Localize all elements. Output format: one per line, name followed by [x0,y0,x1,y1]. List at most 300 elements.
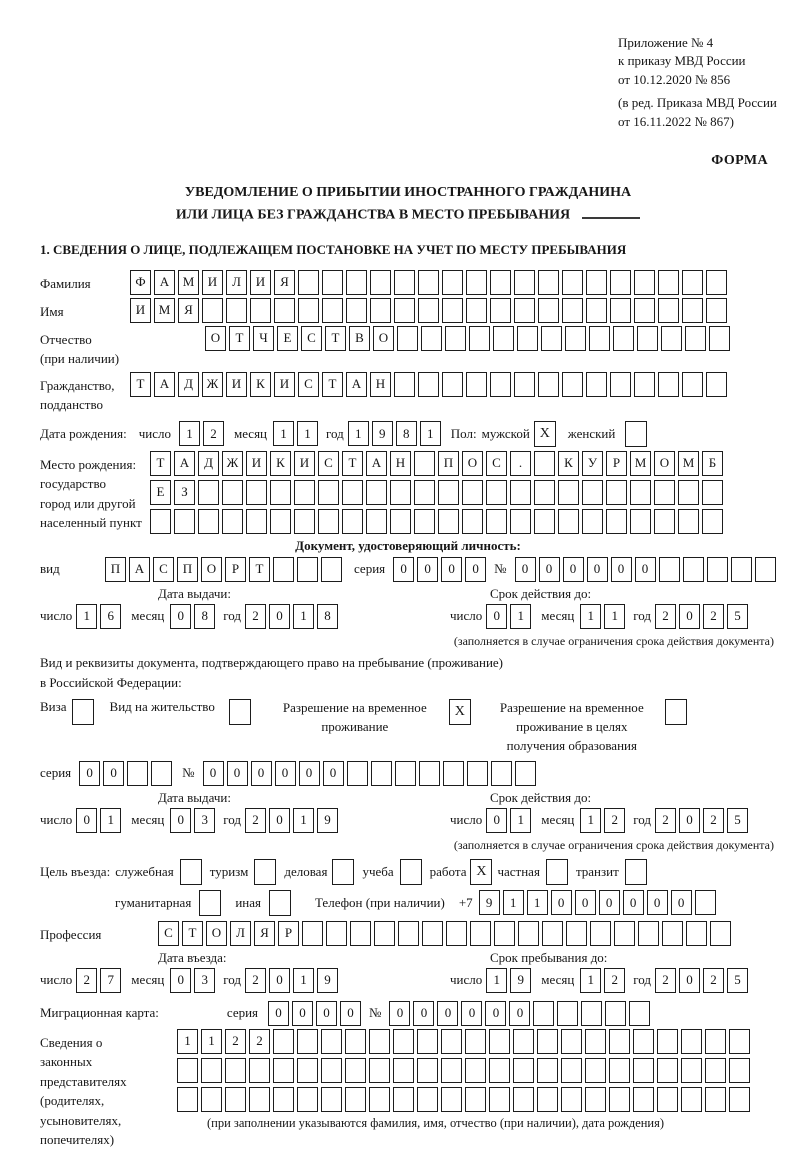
char-box [637,326,658,351]
char-box [513,1087,534,1112]
char-box: 0 [79,761,100,786]
representatives-boxes [177,1029,750,1131]
day-label: число [450,972,483,988]
char-box [202,298,223,323]
char-box: Ф [130,270,151,295]
char-box: К [558,451,579,476]
valid-until-header: Срок действия до: [490,789,592,805]
residence-doc-series-row [40,761,776,786]
char-box [374,921,395,946]
purpose-official-label: служебная [115,863,174,879]
option-temp-residence-label-line2: проживание [321,719,389,735]
doc-kind-boxes [105,557,342,582]
char-box [729,1029,750,1054]
char-box [417,1029,438,1054]
year-label: год [223,608,242,624]
char-box [634,270,655,295]
char-box [606,480,627,505]
char-box [371,761,392,786]
issue-month-boxes [170,604,215,629]
char-box [515,761,536,786]
char-box [565,326,586,351]
char-box [222,509,243,534]
char-box: 0 [539,557,560,582]
representatives-label-line4: (родителях, [40,1093,105,1109]
char-box: 2 [245,968,266,993]
char-box: 5 [727,808,748,833]
char-box [510,509,531,534]
surname-row [40,270,776,295]
char-box [755,557,776,582]
issue-day-boxes [76,604,121,629]
birth-place-block [40,451,776,534]
option-education-label-line1: Разрешение на временное [499,700,644,716]
month-label: месяц [541,812,575,828]
char-box [418,298,439,323]
char-box [298,270,319,295]
purpose-work-checkbox: X [470,859,492,885]
form-title [40,182,776,225]
char-box [369,1029,390,1054]
char-box [681,1087,702,1112]
char-box: 2 [604,968,625,993]
year-label: год [633,608,652,624]
doc-number-boxes [515,557,776,582]
char-box: 2 [76,968,97,993]
year-label: год [223,812,242,828]
char-box [491,761,512,786]
entry-day-boxes [76,968,121,993]
migration-number-label: № [369,1005,382,1021]
char-box [561,1029,582,1054]
char-box [414,451,435,476]
char-box [417,1087,438,1112]
profession-boxes [158,921,731,946]
stay-day-boxes [486,968,531,993]
char-box [609,1087,630,1112]
char-box: С [486,451,507,476]
char-box [541,326,562,351]
char-box [346,298,367,323]
char-box [270,509,291,534]
sex-male-checkbox: X [534,421,556,447]
char-box: 9 [510,968,531,993]
char-box [470,921,491,946]
char-box: И [202,270,223,295]
char-box [226,298,247,323]
birth-place-row3 [150,509,723,534]
char-box [705,1029,726,1054]
char-box [682,270,703,295]
char-box: 2 [703,604,724,629]
char-box: 1 [273,421,294,446]
char-box [489,1087,510,1112]
char-box: 1 [510,604,531,629]
char-box: Ч [253,326,274,351]
char-box [614,921,635,946]
char-box: 0 [485,1001,506,1026]
entry-stay-dates [40,968,776,996]
char-box [465,1087,486,1112]
char-box [630,480,651,505]
char-box: 2 [225,1029,246,1054]
identity-doc-dates [40,604,776,632]
char-box [657,1058,678,1083]
char-box [709,326,730,351]
char-box [225,1087,246,1112]
char-box [513,1029,534,1054]
char-box: 1 [177,1029,198,1054]
char-box [731,557,752,582]
char-box: 5 [727,968,748,993]
char-box [489,1058,510,1083]
char-box [418,372,439,397]
char-box [273,1029,294,1054]
char-box [606,509,627,534]
char-box [390,480,411,505]
visit-purpose-label: Цель въезда: [40,863,111,879]
birth-place-boxes [150,451,723,534]
citizenship-label-line2: подданство [40,397,104,413]
entry-month-boxes [170,968,215,993]
char-box [582,509,603,534]
month-label: месяц [541,972,575,988]
char-box: 0 [299,761,320,786]
char-box: В [349,326,370,351]
birth-day-label: число [138,425,171,441]
char-box [465,1058,486,1083]
birth-year-boxes [348,421,441,446]
char-box: 2 [604,808,625,833]
purpose-business-checkbox [332,859,354,885]
option-residence-permit-label: Вид на жительство [109,699,215,715]
char-box: А [154,372,175,397]
char-box [326,921,347,946]
char-box: 9 [479,890,500,915]
char-box: 0 [170,604,191,629]
char-box [390,509,411,534]
char-box [633,1087,654,1112]
char-box: 1 [297,421,318,446]
char-box: 0 [671,890,692,915]
char-box: Л [226,270,247,295]
char-box [705,1058,726,1083]
purpose-private-label: частная [497,863,540,879]
char-box [270,480,291,505]
entry-date [40,968,338,993]
option-temp-residence-education-checkbox [665,699,687,725]
residence-valid-year-boxes [655,808,748,833]
stay-year-boxes [655,968,748,993]
amendment-line-2: от 16.11.2022 № 867) [618,113,735,129]
char-box: С [318,451,339,476]
char-box [345,1029,366,1054]
char-box: 0 [441,557,462,582]
given-name-row [40,298,776,323]
purpose-study-label: учеба [362,863,394,879]
char-box: М [178,270,199,295]
month-label: месяц [131,972,165,988]
char-box: П [438,451,459,476]
char-box [486,480,507,505]
char-box: М [154,298,175,323]
char-box [513,1058,534,1083]
char-box [395,761,416,786]
char-box: 2 [703,808,724,833]
char-box: 0 [268,1001,289,1026]
option-education-label-line2: проживание в целях [516,719,628,735]
doc-number-label: № [494,561,507,577]
char-box [561,1058,582,1083]
char-box: С [301,326,322,351]
stay-until-header: Срок пребывания до: [490,949,608,965]
char-box [490,372,511,397]
option-visa-label: Виза [40,699,67,715]
char-box [443,761,464,786]
char-box: Т [150,451,171,476]
char-box: 8 [317,604,338,629]
char-box: И [246,451,267,476]
char-box: Ж [202,372,223,397]
migration-series-boxes [268,1001,361,1026]
char-box [710,921,731,946]
char-box [342,480,363,505]
char-box [151,761,172,786]
char-box [654,480,675,505]
year-label: год [633,972,652,988]
char-box: 0 [227,761,248,786]
representatives-labels [40,1029,177,1150]
char-box [442,298,463,323]
char-box [561,1087,582,1112]
patronymic-label-line2: (при наличии) [40,351,120,367]
char-box: Т [229,326,250,351]
migration-number-boxes [389,1001,650,1026]
month-label: месяц [541,608,575,624]
residence-doc-date-headers [40,790,776,807]
char-box: О [373,326,394,351]
char-box [345,1058,366,1083]
char-box [127,761,148,786]
char-box [418,270,439,295]
identity-valid-until-date [450,604,748,629]
char-box [198,509,219,534]
birth-place-row1 [150,451,723,476]
month-label: месяц [131,812,165,828]
char-box [566,921,587,946]
char-box: 1 [293,604,314,629]
year-label: год [223,972,242,988]
appendix-block [618,34,776,131]
doc-series-boxes [393,557,486,582]
char-box: 0 [611,557,632,582]
valid-month-boxes [580,604,625,629]
char-box: 3 [194,968,215,993]
birth-date-label: Дата рождения: [40,425,127,441]
month-label: месяц [131,608,165,624]
identity-issue-date [40,604,338,629]
purpose-other-checkbox [269,890,291,916]
char-box [366,480,387,505]
migration-card-row [40,1001,776,1026]
char-box [467,761,488,786]
char-box: 7 [100,968,121,993]
char-box: А [174,451,195,476]
char-box: А [346,372,367,397]
char-box: . [510,451,531,476]
char-box: А [129,557,150,582]
option-temp-residence-education [487,699,687,756]
year-label: год [633,812,652,828]
char-box [350,921,371,946]
char-box [394,372,415,397]
char-box [321,1087,342,1112]
appendix-line-1: Приложение № 4 [618,35,714,50]
char-box: И [274,372,295,397]
residence-issue-month-boxes [170,808,215,833]
residence-valid-month-boxes [580,808,625,833]
char-box: 2 [245,604,266,629]
char-box [685,326,706,351]
char-box [702,480,723,505]
char-box: 3 [194,808,215,833]
char-box [682,298,703,323]
representatives-row3 [177,1087,750,1112]
char-box [610,270,631,295]
form-title-line2-text: ИЛИ ЛИЦА БЕЗ ГРАЖДАНСТВА В МЕСТО ПРЕБЫВАНИЯ [175,207,571,223]
char-box [557,1001,578,1026]
char-box: Я [274,270,295,295]
char-box: 0 [509,1001,530,1026]
char-box [294,480,315,505]
char-box [347,761,368,786]
patronymic-boxes [205,326,730,351]
birth-day-boxes [179,421,224,446]
char-box [633,1029,654,1054]
char-box [466,270,487,295]
residence-number-label: № [182,765,195,781]
char-box: П [177,557,198,582]
doc-kind-label: вид [40,561,60,577]
char-box: Р [606,451,627,476]
char-box: 1 [420,421,441,446]
char-box [462,480,483,505]
char-box [249,1087,270,1112]
char-box: 0 [515,557,536,582]
char-box: С [153,557,174,582]
char-box: 2 [655,808,676,833]
char-box [297,1087,318,1112]
char-box: Т [325,326,346,351]
char-box [489,1029,510,1054]
char-box [538,372,559,397]
char-box: 2 [703,968,724,993]
option-temp-residence-label-line1: Разрешение на временное [282,700,427,716]
issue-date-header: Дата выдачи: [158,789,232,805]
char-box: 2 [655,604,676,629]
sex-female-label: женский [567,425,616,441]
char-box [586,372,607,397]
char-box [274,298,295,323]
char-box: 2 [245,808,266,833]
char-box: 0 [413,1001,434,1026]
char-box [562,298,583,323]
char-box: З [174,480,195,505]
option-residence-permit-checkbox [229,699,251,725]
char-box: 1 [503,890,524,915]
char-box [590,921,611,946]
char-box [150,509,171,534]
char-box [678,480,699,505]
char-box: 5 [727,604,748,629]
char-box [659,557,680,582]
day-label: число [40,608,73,624]
purpose-other-label: иная [235,894,261,910]
char-box: Т [322,372,343,397]
char-box: 0 [647,890,668,915]
char-box: 0 [599,890,620,915]
char-box [582,480,603,505]
char-box: У [582,451,603,476]
char-box [638,921,659,946]
char-box [398,921,419,946]
sex-label: Пол: [450,425,477,441]
char-box [321,1058,342,1083]
birth-place-label-line3: город или другой [40,495,136,511]
char-box: 0 [389,1001,410,1026]
char-box [654,509,675,534]
char-box [490,270,511,295]
birth-month-label: месяц [233,425,268,441]
migration-series-label: серия [226,1005,259,1021]
char-box: 1 [201,1029,222,1054]
char-box [629,1001,650,1026]
purpose-business-label: деловая [284,863,328,879]
char-box [246,509,267,534]
char-box: М [678,451,699,476]
birth-place-label-line2: государство [40,476,106,492]
char-box [533,1001,554,1026]
char-box [630,509,651,534]
residence-doc-intro-line2: в Российской Федерации: [40,675,182,691]
char-box [201,1058,222,1083]
char-box [534,451,555,476]
representatives-label-line3: представителях [40,1073,127,1089]
char-box [609,1058,630,1083]
char-box [438,509,459,534]
purpose-tourism-checkbox [254,859,276,885]
char-box [318,480,339,505]
char-box: 1 [580,604,601,629]
day-label: число [450,812,483,828]
purpose-transit-label: транзит [575,863,619,879]
sex-female-checkbox [625,421,647,447]
char-box: С [158,921,179,946]
doc-series-label: серия [354,561,386,577]
char-box: 9 [372,421,393,446]
char-box [609,1029,630,1054]
issue-year-boxes [245,604,338,629]
char-box [466,298,487,323]
char-box: 0 [563,557,584,582]
char-box [537,1087,558,1112]
char-box [610,298,631,323]
char-box: И [226,372,247,397]
option-visa-checkbox [72,699,94,725]
char-box [678,509,699,534]
option-education-label-line3: получения образования [506,737,637,753]
char-box [465,1029,486,1054]
